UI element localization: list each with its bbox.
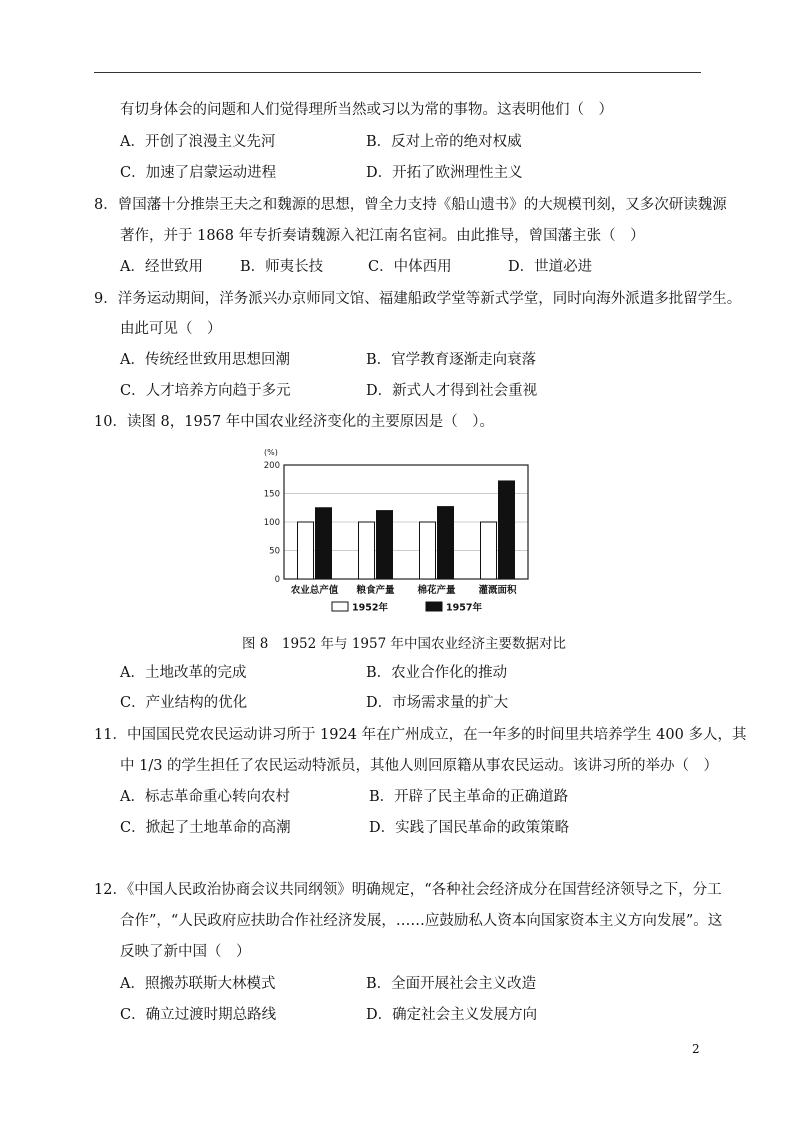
q10-option-b: B．农业合作化的推动: [366, 665, 508, 681]
q8-option-b: B．师夷长技: [240, 259, 324, 275]
y-tick-label: 100: [263, 518, 280, 528]
bar-1957: [438, 507, 454, 579]
q9-stem-line2: 由此可见（ ）: [120, 321, 222, 337]
q7-option-b: B．反对上帝的绝对权威: [366, 134, 522, 150]
x-category-label: 灌溉面积: [478, 585, 517, 596]
legend-label: 1952年: [352, 602, 388, 614]
bar-1957: [499, 481, 515, 579]
q8-stem-line1: 8．曾国藩十分推崇王夫之和魏源的思想，曾全力支持《船山遗书》的大规模刊刻，又多次研读魏源: [94, 197, 727, 213]
q9-option-d: D．新式人才得到社会重视: [366, 383, 538, 399]
q11-option-c: C．掀起了土地革命的高潮: [120, 820, 291, 836]
legend-swatch: [426, 602, 442, 611]
q10-option-c: C．产业结构的优化: [120, 695, 248, 711]
q7-option-d: D．开拓了欧洲理性主义: [366, 165, 523, 181]
q9-option-b: B．官学教育逐渐走向衰落: [366, 352, 537, 368]
y-tick-label: 150: [263, 489, 280, 500]
bar-1952: [298, 522, 314, 579]
q12-option-c: C．确立过渡时期总路线: [120, 1007, 277, 1023]
q8-option-c: C．中体西用: [368, 259, 452, 275]
legend-label: 1957年: [446, 602, 482, 614]
q11-stem-line2: 中 1/3 的学生担任了农民运动特派员，其他人则回原籍从事农民运动。该讲习所的举办（ ）: [120, 758, 719, 774]
x-category-label: 农业总产值: [290, 585, 339, 596]
q11-stem-line1: 11．中国国民党农民运动讲习所于 1924 年在广州成立，在一年多的时间里共培养学生 400 多人，其: [94, 727, 747, 743]
q10-stem: 10．读图 8，1957 年中国农业经济变化的主要原因是（ ）。: [94, 414, 495, 430]
page-number: 2: [692, 1042, 700, 1056]
q8-stem-line2: 著作，并于 1868 年专折奏请魏源入祀江南名宦祠。由此推导，曾国藩主张（ ）: [120, 228, 645, 244]
q9-stem-line1: 9．洋务运动期间，洋务派兴办京师同文馆、福建船政学堂等新式学堂，同时向海外派遣多批留学生。: [94, 291, 742, 307]
legend-swatch: [332, 602, 348, 611]
q9-option-c: C．人才培养方向趋于多元: [120, 383, 291, 399]
q9-option-a: A．传统经世致用思想回潮: [120, 352, 290, 368]
q12-option-a: A．照搬苏联斯大林模式: [120, 976, 276, 992]
figure-8-caption: 图 8 1952 年与 1957 年中国农业经济主要数据对比: [242, 636, 566, 652]
x-category-label: 棉花产量: [417, 585, 456, 596]
figure-8-bar-chart: [262, 443, 534, 619]
q8-option-a: A．经世致用: [120, 259, 203, 275]
q12-stem-line3: 反映了新中国（ ）: [120, 944, 251, 960]
q12-option-d: D．确定社会主义发展方向: [366, 1007, 538, 1023]
q7-option-c: C．加速了启蒙运动进程: [120, 165, 277, 181]
bar-1952: [481, 522, 497, 579]
x-category-label: 粮食产量: [356, 585, 395, 596]
q7-stem-continuation: 有切身体会的问题和人们觉得理所当然或习以为常的事物。这表明他们（ ）: [120, 102, 613, 118]
bar-1952: [420, 522, 436, 579]
q10-option-d: D．市场需求量的扩大: [366, 695, 509, 711]
q12-stem-line1: 12．《中国人民政治协商会议共同纲领》明确规定，“各种社会经济成分在国营经济领导之下，分工: [94, 882, 722, 898]
y-tick-label: 200: [263, 461, 280, 471]
q11-option-d: D．实践了国民革命的政策策略: [369, 820, 570, 836]
bar-1957: [316, 508, 332, 579]
bar-1952: [359, 522, 375, 579]
y-tick-label: 50: [269, 546, 280, 557]
q11-option-b: B．开辟了民主革命的正确道路: [369, 789, 569, 805]
y-axis-unit-label: (%): [264, 448, 278, 457]
q10-option-a: A．土地改革的完成: [120, 665, 247, 681]
q7-option-a: A．开创了浪漫主义先河: [120, 134, 276, 150]
y-tick-label: 0: [274, 575, 280, 585]
q8-option-d: D．世道必进: [508, 259, 593, 275]
bar-1957: [377, 511, 393, 579]
q11-option-a: A．标志革命重心转向农村: [120, 789, 290, 805]
q12-option-b: B．全面开展社会主义改造: [366, 976, 537, 992]
header-rule: [94, 72, 701, 73]
q12-stem-line2: 合作”，“人民政府应扶助合作社经济发展，……应鼓励私人资本向国家资本主义方向发展”。这: [120, 913, 723, 929]
